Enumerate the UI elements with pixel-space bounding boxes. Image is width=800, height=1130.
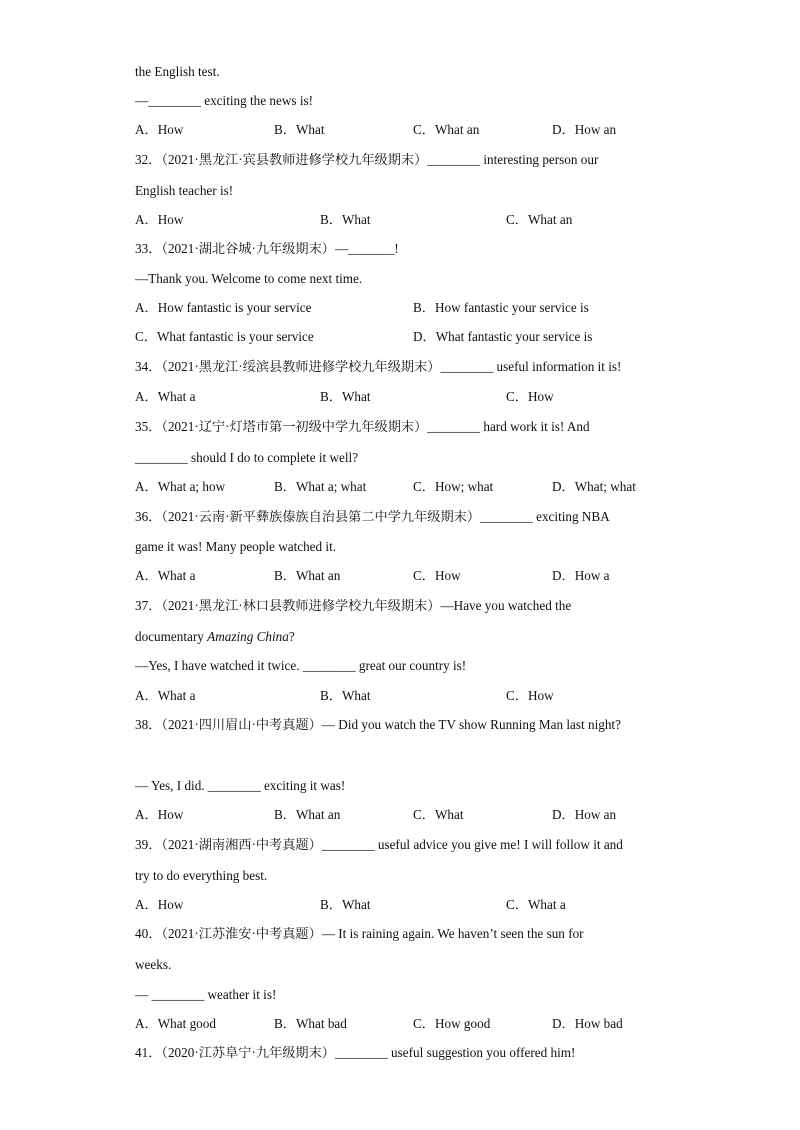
text-fragment: ? bbox=[288, 629, 295, 644]
option-b: B．What bad bbox=[274, 1016, 347, 1031]
text-line: —Yes, I have watched it twice. ________ great our country is! bbox=[135, 658, 467, 673]
option-a: A．What a bbox=[135, 389, 196, 404]
option-b: B．What bbox=[274, 122, 325, 137]
option-c: C．How bbox=[413, 568, 461, 583]
option-d: D．How a bbox=[552, 568, 610, 583]
option-d: D．How an bbox=[552, 807, 617, 822]
option-a: A．How bbox=[135, 897, 184, 912]
text-line: game it was! Many people watched it. bbox=[135, 539, 337, 554]
question-38: 38．（2021·四川眉山·中考真题）— Did you watch the TV show Running Man last night? bbox=[135, 717, 621, 732]
question-32: 32．（2021·黑龙江·宾县教师进修学校九年级期末）________ interesting person our bbox=[135, 152, 599, 167]
text-line: —Thank you. Welcome to come next time. bbox=[135, 271, 363, 286]
option-c: C．What fantastic is your service bbox=[135, 329, 314, 344]
question-36: 36．（2021·云南·新平彝族傣族自治县第二中学九年级期末）________ exciting NBA bbox=[135, 509, 610, 524]
option-a: A．How fantastic is your service bbox=[135, 300, 312, 315]
text-line: —________ exciting the news is! bbox=[135, 93, 314, 108]
option-d: D．How bad bbox=[552, 1016, 623, 1031]
text-line: — Yes, I did. ________ exciting it was! bbox=[135, 778, 346, 793]
question-39: 39．（2021·湖南湘西·中考真题）________ useful advice you give me! I will follow it and bbox=[135, 837, 623, 852]
option-c: C．What a bbox=[506, 897, 566, 912]
option-c: C．What an bbox=[506, 212, 573, 227]
option-d: D．How an bbox=[552, 122, 617, 137]
option-b: B．What a; what bbox=[274, 479, 367, 494]
text-line: the English test. bbox=[135, 64, 220, 79]
option-c: C．How good bbox=[413, 1016, 491, 1031]
option-a: A．What a bbox=[135, 688, 196, 703]
option-c: C．What bbox=[413, 807, 464, 822]
option-a: A．What good bbox=[135, 1016, 216, 1031]
option-a: A．What a; how bbox=[135, 479, 226, 494]
option-b: B．What bbox=[320, 389, 371, 404]
option-c: C．How bbox=[506, 688, 554, 703]
question-41: 41．（2020·江苏阜宁·九年级期末）________ useful suggestion you offered him! bbox=[135, 1045, 576, 1060]
option-b: B．What bbox=[320, 688, 371, 703]
question-35: 35．（2021·辽宁·灯塔市第一初级中学九年级期末）________ hard work it is! And bbox=[135, 419, 590, 434]
text-line: ________ should I do to complete it well? bbox=[135, 450, 359, 465]
text-fragment: documentary bbox=[135, 629, 208, 644]
text-line: try to do everything best. bbox=[135, 868, 268, 883]
option-c: C．How; what bbox=[413, 479, 494, 494]
question-33: 33．（2021·湖北谷城·九年级期末）—_______! bbox=[135, 241, 399, 256]
text-line: English teacher is! bbox=[135, 183, 234, 198]
option-b: B．What an bbox=[274, 807, 341, 822]
option-b: B．What bbox=[320, 212, 371, 227]
option-b: B．How fantastic your service is bbox=[413, 300, 589, 315]
option-d: D．What; what bbox=[552, 479, 636, 494]
option-c: C．What an bbox=[413, 122, 480, 137]
option-a: A．How bbox=[135, 212, 184, 227]
option-c: C．How bbox=[506, 389, 554, 404]
text-line bbox=[135, 628, 295, 646]
documentary-title: Amazing China bbox=[207, 629, 289, 644]
question-40: 40．（2021·江苏淮安·中考真题）— It is raining again. We haven’t seen the sun for bbox=[135, 926, 584, 941]
option-d: D．What fantastic your service is bbox=[413, 329, 593, 344]
text-line: — ________ weather it is! bbox=[135, 987, 277, 1002]
option-a: A．How bbox=[135, 807, 184, 822]
option-a: A．How bbox=[135, 122, 184, 137]
text-line: weeks. bbox=[135, 957, 172, 972]
question-34: 34．（2021·黑龙江·绥滨县教师进修学校九年级期末）________ useful information it is! bbox=[135, 359, 622, 374]
question-37: 37．（2021·黑龙江·林口县教师进修学校九年级期末）—Have you watched the bbox=[135, 598, 572, 613]
option-a: A．What a bbox=[135, 568, 196, 583]
option-b: B．What bbox=[320, 897, 371, 912]
option-b: B．What an bbox=[274, 568, 341, 583]
